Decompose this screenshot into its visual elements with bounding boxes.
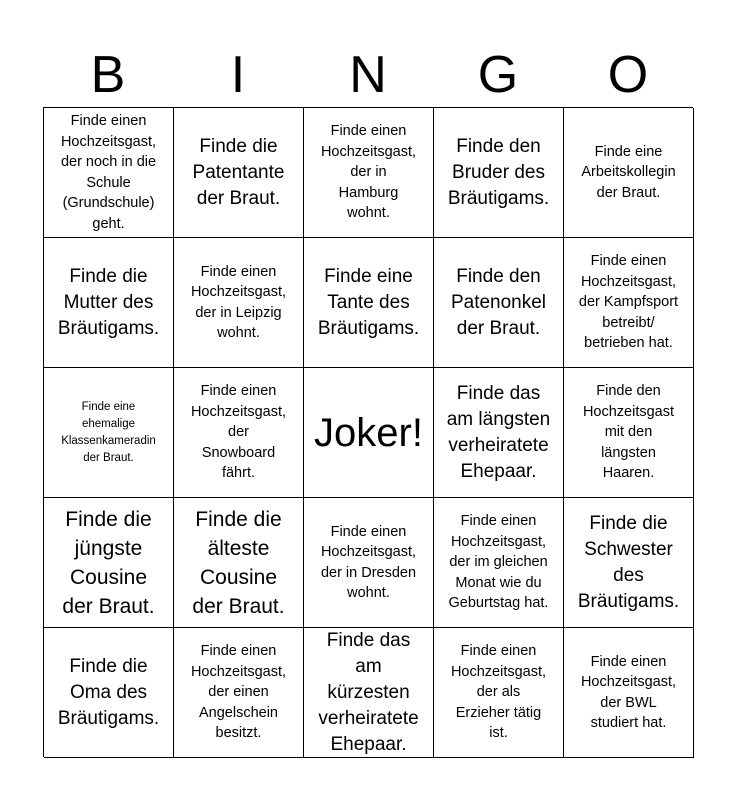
bingo-cell-r2-c3[interactable] xyxy=(304,238,434,368)
cell-text: Finde das am längsten verheiratete Ehepaar. xyxy=(446,382,551,482)
cell-text: Finde das am kürzesten verheiratete Ehepaar. xyxy=(318,629,419,755)
cell-text: Finde einen Hochzeitsgast, der BWL studiert hat. xyxy=(580,653,677,731)
cell-text: Finde einen Hochzeitsgast, der Snowboard fährt. xyxy=(190,383,287,482)
cell-text: Finde die älteste Cousine der Braut. xyxy=(192,507,285,618)
header-letter-g: G xyxy=(477,46,519,104)
bingo-cell-r1-c3[interactable] xyxy=(304,108,434,238)
bingo-cell-r4-c5[interactable] xyxy=(564,498,694,628)
cell-text: Finde die Oma des Bräutigams. xyxy=(57,655,160,729)
bingo-cell-r4-c2[interactable] xyxy=(174,498,304,628)
bingo-cell-r1-c4[interactable] xyxy=(434,108,564,238)
cell-text: Finde eine Arbeitskollegin der Braut. xyxy=(581,143,676,201)
cell-text: Finde einen Hochzeitsgast, der in Dresden wohnt. xyxy=(320,523,417,601)
header-letter-n: N xyxy=(349,46,387,104)
cell-text: Finde einen Hochzeitsgast, der als Erzieher tätig ist. xyxy=(450,643,547,742)
bingo-cell-r4-c3[interactable] xyxy=(304,498,434,628)
bingo-cell-r2-c5[interactable] xyxy=(564,238,694,368)
bingo-cell-r4-c1[interactable] xyxy=(44,498,174,628)
header-letter-o: O xyxy=(607,46,649,104)
bingo-cell-r1-c1[interactable] xyxy=(44,108,174,238)
bingo-cell-r5-c4[interactable] xyxy=(434,628,564,758)
bingo-cell-r1-c5[interactable] xyxy=(564,108,694,238)
cell-text: Finde einen Hochzeitsgast, der Kampfsport betreibt/ betrieben hat. xyxy=(578,253,679,352)
bingo-cell-r4-c4[interactable] xyxy=(434,498,564,628)
cell-text: Finde die Mutter des Bräutigams. xyxy=(57,265,160,339)
cell-text: Finde die jüngste Cousine der Braut. xyxy=(62,507,155,618)
bingo-cell-r3-c1[interactable] xyxy=(44,368,174,498)
bingo-cell-r2-c1[interactable] xyxy=(44,238,174,368)
bingo-cell-r3-c5[interactable] xyxy=(564,368,694,498)
bingo-cell-r5-c1[interactable] xyxy=(44,628,174,758)
cell-text: Finde eine ehemalige Klassenkameradin der Braut. xyxy=(61,400,156,464)
cell-text: Finde einen Hochzeitsgast, der in Leipzig wohnt. xyxy=(190,263,287,341)
bingo-cell-r3-c2[interactable] xyxy=(174,368,304,498)
header-letter-b: B xyxy=(90,46,126,104)
cell-text: Finde einen Hochzeitsgast, der im gleichen Monat wie du Geburtstag hat. xyxy=(448,513,549,612)
header-letter-i: I xyxy=(230,46,246,104)
cell-text: Finde den Patenonkel der Braut. xyxy=(450,265,547,339)
cell-text: Finde einen Hochzeitsgast, der einen Angelschein besitzt. xyxy=(190,643,287,742)
bingo-cell-r1-c2[interactable] xyxy=(174,108,304,238)
bingo-card xyxy=(43,107,693,757)
bingo-cell-free-space[interactable] xyxy=(304,368,434,498)
bingo-cell-r5-c2[interactable] xyxy=(174,628,304,758)
cell-text: Finde den Bruder des Bräutigams. xyxy=(447,135,550,209)
bingo-cell-r2-c4[interactable] xyxy=(434,238,564,368)
cell-text: Finde einen Hochzeitsgast, der in Hamburg wohnt. xyxy=(320,123,417,222)
cell-text: Finde die Schwester des Bräutigams. xyxy=(577,512,680,612)
bingo-header xyxy=(43,44,693,106)
cell-text: Finde einen Hochzeitsgast, der noch in die Schule (Grundschule) geht. xyxy=(60,113,157,232)
bingo-cell-r5-c5[interactable] xyxy=(564,628,694,758)
joker-text: Joker! xyxy=(314,410,423,455)
cell-text: Finde den Hochzeitsgast mit den längsten Haaren. xyxy=(582,383,675,482)
cell-text: Finde die Patentante der Braut. xyxy=(192,135,285,209)
bingo-cell-r5-c3[interactable] xyxy=(304,628,434,758)
cell-text: Finde eine Tante des Bräutigams. xyxy=(317,265,420,339)
bingo-cell-r2-c2[interactable] xyxy=(174,238,304,368)
bingo-cell-r3-c4[interactable] xyxy=(434,368,564,498)
